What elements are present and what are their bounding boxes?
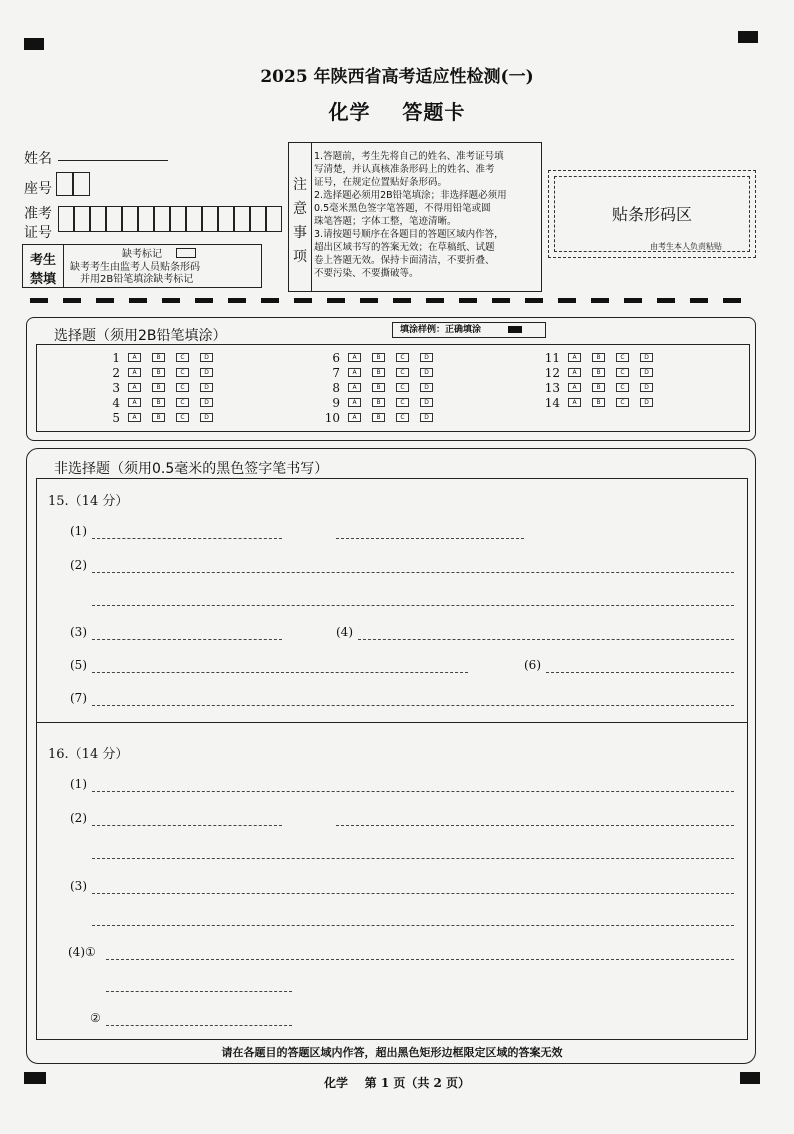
choice-question-number: 5 (112, 411, 120, 425)
notice-line: 0.5毫米黑色签字笔答题，不得用铅笔或圆 (314, 203, 491, 214)
corner-mark-top-left (24, 38, 44, 50)
choice-option-a[interactable]: A (128, 353, 141, 362)
choice-question-number: 8 (332, 381, 340, 395)
exam-id-cell[interactable] (74, 206, 90, 232)
answer-line[interactable] (106, 959, 734, 960)
barcode-label: 贴条形码区 (611, 205, 692, 224)
corner-mark-top-right (738, 31, 758, 43)
absent-mark-label: 缺考标记 (122, 249, 162, 260)
answer-line[interactable] (106, 991, 292, 992)
choice-option-b[interactable]: B (592, 383, 605, 392)
barcode-note: 由考生本人负责粘贴 (650, 242, 722, 251)
answer-line[interactable] (336, 825, 734, 826)
choice-option-a[interactable]: A (568, 398, 581, 407)
exam-id-cell[interactable] (234, 206, 250, 232)
timing-mark (393, 298, 411, 303)
choice-question-number: 7 (332, 366, 340, 380)
fill-sample-mark (508, 326, 522, 333)
q16-part-1: (1) (70, 777, 87, 791)
notice-line: 证号，在规定位置贴好条形码。 (314, 177, 448, 188)
choice-question-number: 3 (112, 381, 120, 395)
choice-option-a[interactable]: A (128, 398, 141, 407)
exam-id-cell[interactable] (106, 206, 122, 232)
choice-option-c[interactable]: C (616, 398, 629, 407)
nonchoice-answer-box (36, 478, 748, 1040)
q16-title: 16.（14 分） (48, 747, 129, 762)
answer-line[interactable] (546, 672, 734, 673)
exam-id-cell[interactable] (58, 206, 74, 232)
choice-question-number: 13 (544, 381, 560, 395)
choice-question-number: 2 (112, 366, 120, 380)
choice-option-d[interactable]: D (200, 398, 213, 407)
exam-id-cell[interactable] (122, 206, 138, 232)
exam-id-cell[interactable] (90, 206, 106, 232)
q15-part-4: (4) (336, 625, 353, 639)
choice-option-d[interactable]: D (200, 413, 213, 422)
choice-option-d[interactable]: D (640, 368, 653, 377)
choice-option-b[interactable]: B (152, 383, 165, 392)
exam-id-cell[interactable] (250, 206, 266, 232)
answer-line[interactable] (92, 639, 282, 640)
choice-option-c[interactable]: C (176, 383, 189, 392)
choice-option-c[interactable]: C (616, 353, 629, 362)
timing-mark (294, 298, 312, 303)
exam-id-cell[interactable] (186, 206, 202, 232)
question-divider (36, 722, 748, 723)
timing-mark (690, 298, 708, 303)
answer-line[interactable] (92, 825, 282, 826)
answer-line[interactable] (92, 925, 734, 926)
exam-id-cell[interactable] (266, 206, 282, 232)
choice-option-d[interactable]: D (420, 383, 433, 392)
choice-option-c[interactable]: C (396, 353, 409, 362)
choice-option-b[interactable]: B (372, 398, 385, 407)
choice-heading: 选择题（须用2B铅笔填涂） (54, 328, 227, 344)
choice-option-b[interactable]: B (372, 413, 385, 422)
choice-question-number: 1 (112, 351, 120, 365)
timing-mark (360, 298, 378, 303)
choice-option-d[interactable]: D (640, 383, 653, 392)
timing-mark (129, 298, 147, 303)
timing-mark (492, 298, 510, 303)
nonchoice-heading: 非选择题（须用0.5毫米的黑色签字笔书写） (54, 461, 329, 477)
nonchoice-footer-note: 请在各题目的答题区域内作答，超出黑色矩形边框限定区域的答案无效 (221, 1046, 563, 1059)
answer-line[interactable] (92, 672, 468, 673)
answer-line[interactable] (336, 538, 524, 539)
choice-question-number: 10 (324, 411, 340, 425)
q15-part-7: (7) (70, 691, 87, 705)
choice-option-c[interactable]: C (396, 368, 409, 377)
choice-option-c[interactable]: C (616, 368, 629, 377)
choice-option-a[interactable]: A (128, 383, 141, 392)
name-field[interactable] (58, 146, 168, 161)
choice-option-d[interactable]: D (420, 398, 433, 407)
choice-option-a[interactable]: A (128, 413, 141, 422)
notice-line: 1.答题前，考生先将自己的姓名、准考证号填 (314, 151, 504, 162)
q15-title: 15.（14 分） (48, 494, 129, 509)
choice-option-d[interactable]: D (640, 398, 653, 407)
timing-mark (624, 298, 642, 303)
q16-part-3: (3) (70, 879, 87, 893)
answer-line[interactable] (358, 639, 734, 640)
choice-option-a[interactable]: A (348, 398, 361, 407)
answer-line[interactable] (92, 858, 734, 859)
choice-option-d[interactable]: D (420, 353, 433, 362)
timing-mark (30, 298, 48, 303)
q15-part-6: (6) (524, 658, 541, 672)
choice-option-d[interactable]: D (200, 353, 213, 362)
choice-option-b[interactable]: B (152, 368, 165, 377)
timing-mark (195, 298, 213, 303)
timing-mark (657, 298, 675, 303)
absent-note: 并用2B铅笔填涂缺考标记 (80, 274, 194, 285)
q15-part-2: (2) (70, 558, 87, 572)
choice-option-c[interactable]: C (176, 413, 189, 422)
choice-option-b[interactable]: B (152, 353, 165, 362)
exam-id-cell[interactable] (170, 206, 186, 232)
choice-option-c[interactable]: C (616, 383, 629, 392)
notice-line: 超出区域书写的答案无效；在草稿纸、试题 (314, 242, 495, 253)
timing-mark (261, 298, 279, 303)
answer-line[interactable] (106, 1025, 292, 1026)
choice-option-a[interactable]: A (348, 353, 361, 362)
answer-line[interactable] (92, 538, 282, 539)
choice-option-d[interactable]: D (420, 413, 433, 422)
seat-cell[interactable] (73, 172, 90, 196)
seat-cell[interactable] (56, 172, 73, 196)
q15-part-1: (1) (70, 524, 87, 538)
choice-option-b[interactable]: B (372, 353, 385, 362)
q15-part-5: (5) (70, 658, 87, 672)
choice-question-number: 4 (112, 396, 120, 410)
choice-option-a[interactable]: A (348, 383, 361, 392)
choice-option-a[interactable]: A (568, 353, 581, 362)
choice-option-d[interactable]: D (420, 368, 433, 377)
choice-question-number: 12 (544, 366, 560, 380)
choice-option-b[interactable]: B (592, 368, 605, 377)
page-subtitle: 化学 答题卡 (328, 100, 466, 124)
timing-mark (723, 298, 741, 303)
answer-line[interactable] (92, 791, 734, 792)
choice-option-c[interactable]: C (176, 368, 189, 377)
timing-mark (459, 298, 477, 303)
notice-line: 写清楚，并认真核准条形码上的姓名、准考 (314, 164, 495, 175)
fill-sample-label: 填涂样例：正确填涂 (400, 325, 482, 335)
choice-option-c[interactable]: C (396, 413, 409, 422)
q16-part-4: (4)① (68, 945, 96, 959)
notice-line: 卷上答题无效。保持卡面清洁，不要折叠、 (314, 255, 495, 266)
choice-option-d[interactable]: D (200, 383, 213, 392)
page-footer: 化学 第 1 页（共 2 页） (323, 1076, 471, 1090)
answer-line[interactable] (92, 893, 734, 894)
answer-line[interactable] (92, 605, 734, 606)
timing-mark (162, 298, 180, 303)
absent-label: 禁填 (30, 272, 57, 287)
q16-part-2: (2) (70, 811, 87, 825)
exam-id-cell[interactable] (154, 206, 170, 232)
choice-option-b[interactable]: B (592, 353, 605, 362)
name-label: 姓名 (24, 151, 52, 167)
answer-line[interactable] (92, 705, 734, 706)
notice-title-char: 注 (293, 177, 307, 193)
choice-option-c[interactable]: C (176, 398, 189, 407)
choice-option-c[interactable]: C (396, 383, 409, 392)
q15-part-3: (3) (70, 625, 87, 639)
timing-mark (96, 298, 114, 303)
absent-mark-box[interactable] (176, 248, 196, 258)
choice-option-a[interactable]: A (568, 368, 581, 377)
choice-question-number: 6 (332, 351, 340, 365)
choice-option-b[interactable]: B (592, 398, 605, 407)
timing-mark (327, 298, 345, 303)
exam-id-cell[interactable] (218, 206, 234, 232)
notice-title-char: 意 (293, 201, 307, 217)
choice-option-c[interactable]: C (396, 398, 409, 407)
choice-option-c[interactable]: C (176, 353, 189, 362)
timing-mark (591, 298, 609, 303)
choice-option-d[interactable]: D (640, 353, 653, 362)
exam-id-cell[interactable] (202, 206, 218, 232)
exam-id-cell[interactable] (138, 206, 154, 232)
timing-mark (63, 298, 81, 303)
choice-question-number: 14 (544, 396, 560, 410)
timing-mark (426, 298, 444, 303)
answer-line[interactable] (92, 572, 734, 573)
choice-question-number: 9 (332, 396, 340, 410)
exam-id-label: 证号 (24, 225, 52, 241)
choice-option-a[interactable]: A (128, 368, 141, 377)
notice-line: 3.请按题号顺序在各题目的答题区域内作答， (314, 229, 504, 240)
timing-mark (558, 298, 576, 303)
timing-mark (228, 298, 246, 303)
notice-title-char: 事 (293, 225, 307, 241)
q16-part-4-2: ② (90, 1011, 101, 1025)
notice-line: 2.选择题必须用2B铅笔填涂；非选择题必须用 (314, 190, 507, 201)
notice-line: 不要污染、不要撕破等。 (314, 268, 419, 279)
choice-question-number: 11 (544, 351, 560, 365)
choice-option-b[interactable]: B (372, 383, 385, 392)
choice-option-d[interactable]: D (200, 368, 213, 377)
choice-option-a[interactable]: A (568, 383, 581, 392)
notice-line: 珠笔答题；字体工整，笔迹清晰。 (314, 216, 457, 227)
absent-label: 考生 (30, 253, 57, 268)
choice-option-b[interactable]: B (372, 368, 385, 377)
seat-label: 座号 (24, 181, 52, 197)
exam-id-label: 准考 (24, 206, 52, 222)
choice-option-a[interactable]: A (348, 368, 361, 377)
timing-mark (525, 298, 543, 303)
choice-option-a[interactable]: A (348, 413, 361, 422)
choice-option-b[interactable]: B (152, 398, 165, 407)
page-title: 2025 年陕西省高考适应性检测(一) (260, 67, 534, 87)
absent-note: 缺考考生由监考人员贴条形码 (70, 262, 200, 273)
notice-title-char: 项 (293, 249, 307, 265)
choice-option-b[interactable]: B (152, 413, 165, 422)
